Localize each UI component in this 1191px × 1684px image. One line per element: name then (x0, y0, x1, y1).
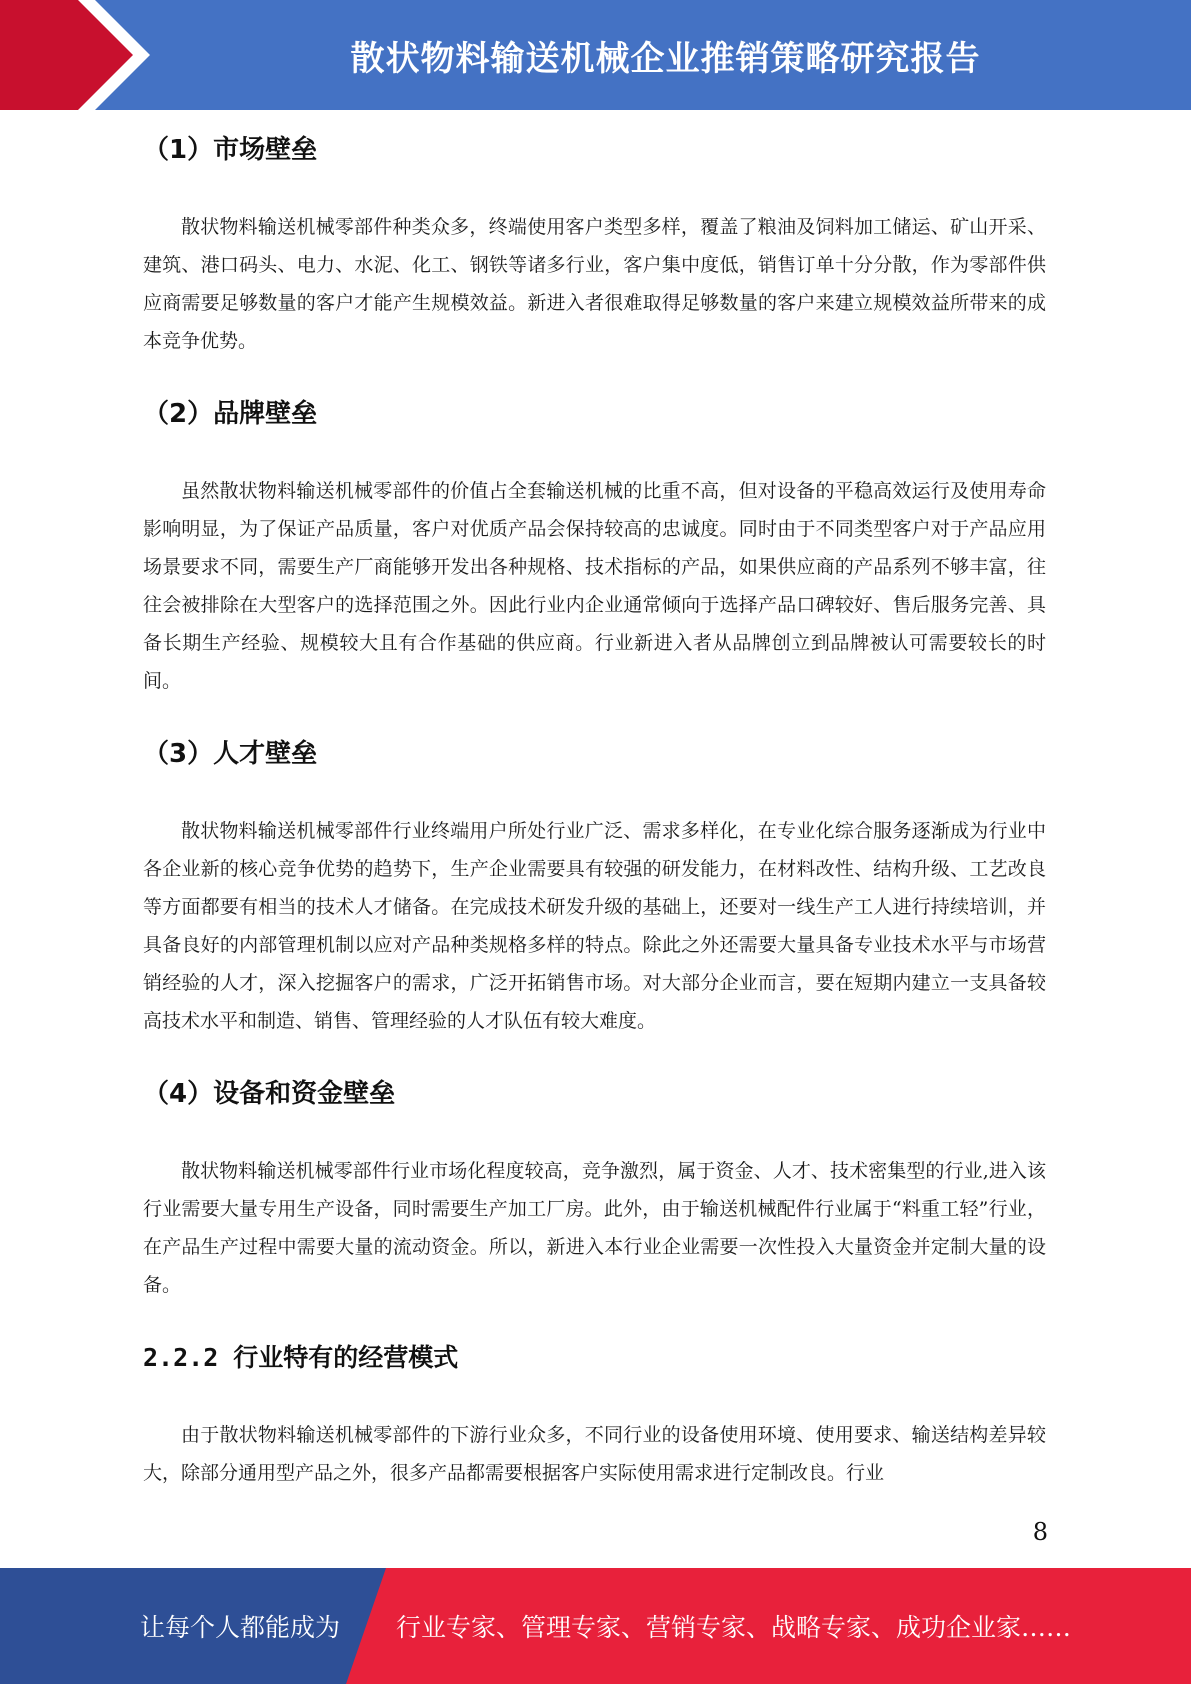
footer-slogan-left: 让每个人都能成为 (140, 1613, 341, 1642)
report-title: 散状物料输送机械企业推销策略研究报告 (350, 38, 981, 79)
section-paragraph-talent-barrier: 散状物料输送机械零部件行业终端用户所处行业广泛、需求多样化，在专业化综合服务逐渐成为行业中各企业新的核心竞争优势的趋势下，生产企业需要具有较强的研发能力，在材料改性、结构升级、工艺改良等方面都要有相当的技术人才储备。在完成技术研发升级的基础上，还要对一线生产工人进行持续培训，并具备良好的内部管理机制以应对产品种类规格多样的特点。除此之外还需要大量具备专业技术水平与市场营销经验的人才，深入挖掘客户的需求，广泛开拓销售市场。对大部分企业而言，要在短期内建立一支具备较高技术水平和制造、销售、管理经验的人才队伍有较大难度。 (143, 820, 1046, 1032)
header-chevron-icon (0, 0, 160, 110)
section-heading-market-barrier: （1）市场壁垒 (143, 135, 318, 165)
subsection-heading-business-model: 2.2.2 行业特有的经营模式 (143, 1343, 459, 1372)
subsection-paragraph-business-model: 由于散状物料输送机械零部件的下游行业众多，不同行业的设备使用环境、使用要求、输送结构差异较大，除部分通用型产品之外，很多产品都需要根据客户实际使用需求进行定制改良。行业 (143, 1424, 1046, 1484)
section-heading-brand-barrier: （2）品牌壁垒 (143, 399, 318, 429)
section-heading-talent-barrier: （3）人才壁垒 (143, 739, 318, 769)
page-footer (0, 1568, 1191, 1684)
section-paragraph-market-barrier: 散状物料输送机械零部件种类众多，终端使用客户类型多样，覆盖了粮油及饲料加工储运、矿山开采、建筑、港口码头、电力、水泥、化工、钢铁等诸多行业，客户集中度低，销售订单十分分散，作为零部件供应商需要足够数量的客户才能产生规模效益。新进入者很难取得足够数量的客户来建立规模效益所带来的成本竞争优势。 (143, 216, 1046, 352)
section-paragraph-equipment-capital-barrier: 散状物料输送机械零部件行业市场化程度较高，竞争激烈，属于资金、人才、技术密集型的行业,进入该行业需要大量专用生产设备，同时需要生产加工厂房。此外，由于输送机械配件行业属于“料重工轻”行业，在产品生产过程中需要大量的流动资金。所以，新进入本行业企业需要一次性投入大量资金并定制大量的设备。 (143, 1160, 1046, 1296)
document-body (143, 128, 1046, 1492)
section-paragraph-brand-barrier: 虽然散状物料输送机械零部件的价值占全套输送机械的比重不高，但对设备的平稳高效运行及使用寿命影响明显，为了保证产品质量，客户对优质产品会保持较高的忠诚度。同时由于不同类型客户对于产品应用场景要求不同，需要生产厂商能够开发出各种规格、技术指标的产品，如果供应商的产品系列不够丰富，往往会被排除在大型客户的选择范围之外。因此行业内企业通常倾向于选择产品口碑较好、售后服务完善、具备长期生产经验、规模较大且有合作基础的供应商。行业新进入者从品牌创立到品牌被认可需要较长的时间。 (143, 480, 1046, 692)
page-number: 8 (1032, 1518, 1048, 1546)
page-header (0, 0, 1191, 110)
footer-slogan-right: 行业专家、管理专家、营销专家、战略专家、成功企业家…… (396, 1613, 1072, 1642)
section-heading-equipment-capital-barrier: （4）设备和资金壁垒 (143, 1079, 396, 1109)
